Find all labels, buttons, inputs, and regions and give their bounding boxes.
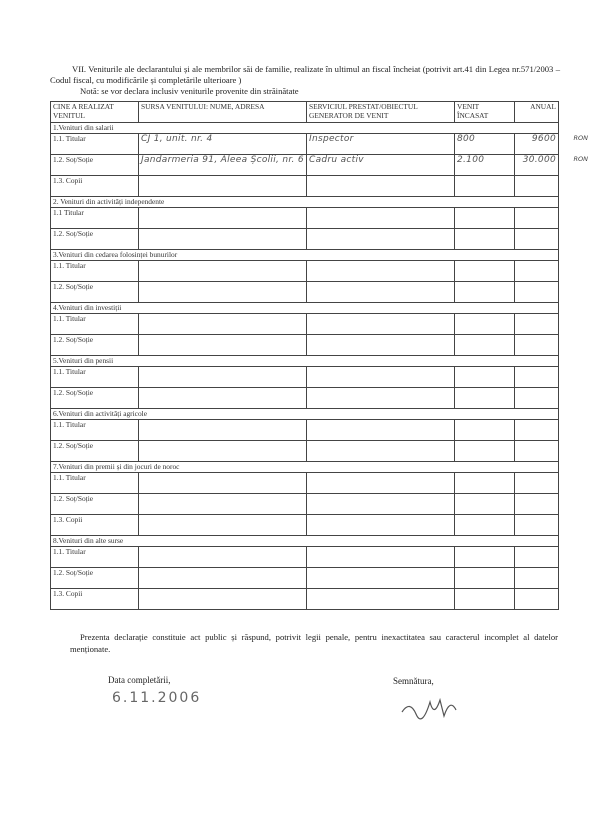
income-monthly: [455, 367, 515, 388]
income-annual: [515, 134, 588, 155]
header-service: SERVICIUL PRESTAT/OBIECTUL GENERATOR DE VENIT: [307, 102, 455, 123]
section-title-row: [51, 536, 559, 547]
income-annual: [515, 589, 559, 610]
table-row: [51, 155, 559, 176]
income-annual: [515, 388, 559, 409]
income-service: [307, 473, 455, 494]
table-row: [51, 420, 559, 441]
table-row: [51, 473, 559, 494]
section-title: 7.Venituri din premii și din jocuri de noroc: [51, 462, 559, 473]
income-source: [139, 282, 307, 303]
income-service: [307, 155, 455, 176]
row-label-text: 1.1. Titular: [53, 134, 86, 143]
income-source: [139, 494, 307, 515]
row-label-text: 1.1. Titular: [53, 314, 86, 323]
intro-text: [50, 64, 560, 97]
income-annual: [515, 314, 559, 335]
table-row: [51, 494, 559, 515]
table-row: [51, 568, 559, 589]
header-source: SURSA VENITULUI: NUME, ADRESA: [139, 102, 307, 123]
income-source: [139, 208, 307, 229]
income-annual: [515, 335, 559, 356]
table-row: [51, 441, 559, 462]
income-service: [307, 420, 455, 441]
income-service: [307, 388, 455, 409]
income-service-text: Inspector: [309, 134, 354, 144]
row-label: [51, 261, 139, 282]
header-annual: ANUAL: [515, 102, 559, 123]
row-label: [51, 229, 139, 250]
table-row: [51, 261, 559, 282]
income-service: [307, 208, 455, 229]
income-annual: [515, 155, 588, 176]
row-label-text: 1.1. Titular: [53, 367, 86, 376]
row-label: [51, 335, 139, 356]
header-who: CINE A REALIZAT VENITUL: [51, 102, 139, 123]
row-label-text: 1.2. Soț/Soție: [53, 155, 94, 164]
row-label: [51, 367, 139, 388]
section-title-row: [51, 250, 559, 261]
income-annual: [515, 494, 559, 515]
income-service: [307, 494, 455, 515]
income-annual: [515, 420, 559, 441]
income-annual: [515, 367, 559, 388]
income-source: [139, 568, 307, 589]
income-annual: [515, 441, 559, 462]
income-source-text: CJ 1, unit. nr. 4: [141, 134, 213, 144]
row-label: [51, 568, 139, 589]
row-label-text: 1.2. Soț/Soție: [53, 229, 94, 238]
income-source: [139, 441, 307, 462]
section-title-row: [51, 356, 559, 367]
income-monthly: [455, 282, 515, 303]
currency-unit: RON: [573, 155, 588, 163]
section-title-row: [51, 303, 559, 314]
table-row: [51, 589, 559, 610]
table-row: [51, 388, 559, 409]
row-label: [51, 314, 139, 335]
row-label-text: 1.2. Soț/Soție: [53, 335, 94, 344]
table-row: [51, 335, 559, 356]
table-body: [51, 123, 588, 610]
income-monthly: [455, 494, 515, 515]
income-monthly: [455, 473, 515, 494]
row-label: [51, 473, 139, 494]
income-table: [50, 101, 588, 610]
income-monthly: [455, 314, 515, 335]
income-source: [139, 335, 307, 356]
table-row: [51, 314, 559, 335]
row-label-text: 1.1. Titular: [53, 547, 86, 556]
section-title: 1.Venituri din salarii: [51, 123, 559, 134]
row-label: [51, 589, 139, 610]
income-service: [307, 261, 455, 282]
section-title: 6.Venituri din activități agricole: [51, 409, 559, 420]
table-row: [51, 134, 559, 155]
row-label: [51, 494, 139, 515]
income-service: [307, 282, 455, 303]
income-source: [139, 547, 307, 568]
section-heading: VII. Veniturile ale declarantului și ale membrilor săi de familie, realizate în ultimul an fiscal încheiat (potrivit art.41 din Legea nr.571/2003 – Codul fiscal, cu modificările și completările ulterioare ): [50, 64, 560, 85]
income-monthly: [455, 547, 515, 568]
income-annual: [515, 282, 559, 303]
header-income: VENIT ÎNCASAT: [455, 102, 515, 123]
income-annual-text: 9600: [531, 134, 556, 144]
note-text: Notă: se vor declara inclusiv veniturile provenite din străinătate: [80, 86, 299, 96]
row-label-text: 1.3. Copii: [53, 589, 83, 598]
row-label-text: 1.2. Soț/Soție: [53, 441, 94, 450]
income-annual: [515, 473, 559, 494]
statement-text: Prezenta declarație constituie act public și răspund, potrivit legii penale, pentru inexactitatea sau caracterul incomplet al datelor menționate.: [70, 632, 558, 654]
income-service: [307, 367, 455, 388]
income-source-text: Jandarmeria 91, Aleea Școlii, nr. 6: [141, 155, 304, 165]
income-monthly: [455, 335, 515, 356]
row-label: [51, 208, 139, 229]
income-source: [139, 261, 307, 282]
currency-unit: RON: [573, 134, 588, 142]
section-title-row: [51, 197, 559, 208]
income-service: [307, 568, 455, 589]
row-label-text: 1.1. Titular: [53, 473, 86, 482]
row-label-text: 1.3. Copii: [53, 176, 83, 185]
row-label-text: 1.1. Titular: [53, 420, 86, 429]
income-monthly: [455, 229, 515, 250]
row-label: [51, 547, 139, 568]
income-source: [139, 176, 307, 197]
income-annual: [515, 229, 559, 250]
income-source: [139, 589, 307, 610]
signature-label: Semnătura,: [393, 676, 434, 686]
income-service: [307, 547, 455, 568]
income-source: [139, 314, 307, 335]
income-annual: [515, 568, 559, 589]
table-row: [51, 515, 559, 536]
date-value: 6.11.2006: [112, 690, 202, 706]
income-annual-text: 30.000: [522, 155, 556, 165]
row-label: [51, 420, 139, 441]
income-service: [307, 176, 455, 197]
income-monthly: [455, 515, 515, 536]
income-monthly-text: 2.100: [457, 155, 485, 165]
section-title-row: [51, 409, 559, 420]
income-monthly: [455, 261, 515, 282]
row-label: [51, 441, 139, 462]
row-label: [51, 176, 139, 197]
row-label-text: 1.2. Soț/Soție: [53, 494, 94, 503]
table-row: [51, 547, 559, 568]
row-label: [51, 282, 139, 303]
row-label: [51, 155, 139, 176]
income-source: [139, 515, 307, 536]
row-label-text: 1.1. Titular: [53, 261, 86, 270]
row-label-text: 1.3. Copii: [53, 515, 83, 524]
income-service: [307, 515, 455, 536]
income-annual: [515, 515, 559, 536]
row-label-text: 1.2. Soț/Soție: [53, 388, 94, 397]
table-row: [51, 367, 559, 388]
income-source: [139, 388, 307, 409]
income-service: [307, 335, 455, 356]
row-label-text: 1.2. Soț/Soție: [53, 282, 94, 291]
row-label-text: 1.2. Soț/Soție: [53, 568, 94, 577]
section-title: 2. Venituri din activități independente: [51, 197, 559, 208]
table-row: [51, 229, 559, 250]
income-annual: [515, 208, 559, 229]
row-label-text: 1.1 Titular: [53, 208, 84, 217]
income-service: [307, 589, 455, 610]
income-source: [139, 367, 307, 388]
row-label: [51, 134, 139, 155]
income-annual: [515, 261, 559, 282]
row-label: [51, 515, 139, 536]
income-annual: [515, 176, 559, 197]
section-title-row: [51, 123, 559, 134]
income-source: [139, 420, 307, 441]
signature-mark: [400, 690, 460, 725]
row-label: [51, 388, 139, 409]
income-monthly: [455, 155, 515, 176]
income-service: [307, 314, 455, 335]
income-monthly: [455, 134, 515, 155]
income-monthly-text: 800: [457, 134, 476, 144]
income-monthly: [455, 208, 515, 229]
section-title-row: [51, 462, 559, 473]
section-title: 3.Venituri din cedarea folosinței bunurilor: [51, 250, 559, 261]
income-monthly: [455, 568, 515, 589]
income-service: [307, 441, 455, 462]
section-title: 8.Venituri din alte surse: [51, 536, 559, 547]
income-source: [139, 473, 307, 494]
income-monthly: [455, 589, 515, 610]
income-monthly: [455, 420, 515, 441]
income-monthly: [455, 388, 515, 409]
table-row: [51, 282, 559, 303]
income-service: [307, 229, 455, 250]
table-row: [51, 176, 559, 197]
income-service-text: Cadru activ: [309, 155, 364, 165]
income-service: [307, 134, 455, 155]
income-monthly: [455, 441, 515, 462]
date-label: Data completării,: [108, 675, 171, 685]
income-source: [139, 134, 307, 155]
section-title: 5.Venituri din pensii: [51, 356, 559, 367]
income-annual: [515, 547, 559, 568]
income-source: [139, 229, 307, 250]
table-row: [51, 208, 559, 229]
footer-statement: [70, 631, 558, 655]
section-title: 4.Venituri din investiții: [51, 303, 559, 314]
income-source: [139, 155, 307, 176]
income-monthly: [455, 176, 515, 197]
